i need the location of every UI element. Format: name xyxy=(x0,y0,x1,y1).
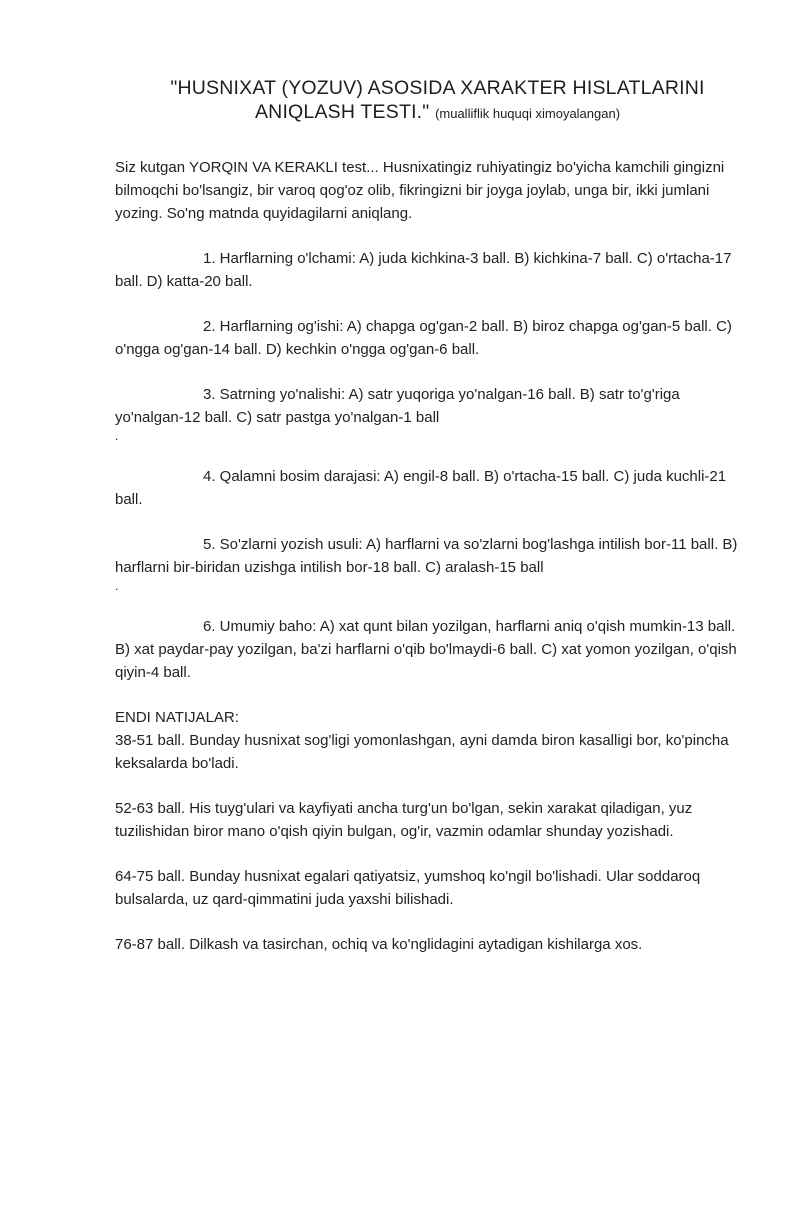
document-title xyxy=(115,76,738,126)
document-page xyxy=(0,76,800,1207)
trailing-dot: . xyxy=(115,429,119,443)
criterion-item xyxy=(115,315,738,361)
criterion-item xyxy=(115,533,738,579)
result-paragraph: 52-63 ball. His tuyg'ulari va kayfiyati ancha turg'un bo'lgan, sekin xarakat qiladigan, yuz tuzilishidan biror mano o'qish qiyin bulgan, og'ir, vazmin odamlar shunday yozishadi. xyxy=(115,800,693,840)
result-paragraph: 64-75 ball. Bunday husnixat egalari qatiyatsiz, yumshoq ko'ngil bo'lishadi. Ular soddaroq bulsalarda, uz qard-qimmatini juda yaxshi bilishadi. xyxy=(115,868,701,908)
copyright-note: (mualliflik huquqi ximoyalangan) xyxy=(435,106,621,121)
criterion-item xyxy=(115,247,738,293)
criterion-item xyxy=(115,383,738,429)
result-paragraph: 76-87 ball. Dilkash va tasirchan, ochiq va ko'nglidagini aytadigan kishilarga xos. xyxy=(115,936,643,953)
results-heading: ENDI NATIJALAR: xyxy=(115,709,239,726)
criterion-text: 6. Umumiy baho: A) xat qunt bilan yozilgan, harflarni aniq o'qish mumkin-13 ball. B) xat paydar-pay yozilgan, ba'zi harflarni o'qib bo'lmaydi-6 ball. C) xat yomon yozilgan, o'qish qiyin-4 ball. xyxy=(115,618,737,681)
trailing-dot: . xyxy=(115,579,119,593)
title-main: "HUSNIXAT (YOZUV) ASOSIDA XARAKTER HISLATLARINI ANIQLASH TESTI." xyxy=(170,77,705,123)
results-list xyxy=(115,729,738,956)
criteria-list xyxy=(115,247,738,684)
intro-paragraph: Siz kutgan YORQIN VA KERAKLI test... Husnixatingiz ruhiyatingiz bo'yicha kamchili gingizni bilmoqchi bo'lsangiz, bir varoq qog'oz olib, fikringizni bir joyga joylab, unga bir, ikki jumlani yozing. So'ng matnda quyidagilarni aniqlang. xyxy=(115,159,725,222)
criterion-text: 1. Harflarning o'lchami: A) juda kichkina-3 ball. B) kichkina-7 ball. C) o'rtacha-17 ball. D) katta-20 ball. xyxy=(115,250,732,290)
criterion-text: 2. Harflarning og'ishi: A) chapga og'gan-2 ball. B) biroz chapga og'gan-5 ball. C) o'ngga og'gan-14 ball. D) kechkin o'ngga og'gan-6 ball. xyxy=(115,318,732,358)
criterion-text: 5. So'zlarni yozish usuli: A) harflarni va so'zlarni bog'lashga intilish bor-11 ball. B) harflarni bir-biridan uzishga intilish bor-18 ball. C) aralash-15 ball xyxy=(115,536,738,576)
result-paragraph: 38-51 ball. Bunday husnixat sog'ligi yomonlashgan, ayni damda biron kasalligi bor, ko'pincha keksalarda bo'ladi. xyxy=(115,732,729,772)
criterion-item xyxy=(115,615,738,684)
criterion-text: 4. Qalamni bosim darajasi: A) engil-8 ball. B) o'rtacha-15 ball. C) juda kuchli-21 ball. xyxy=(115,468,727,508)
criterion-item xyxy=(115,465,738,511)
criterion-text: 3. Satrning yo'nalishi: A) satr yuqoriga yo'nalgan-16 ball. B) satr to'g'riga yo'nalgan-12 ball. C) satr pastga yo'nalgan-1 ball xyxy=(115,386,680,426)
